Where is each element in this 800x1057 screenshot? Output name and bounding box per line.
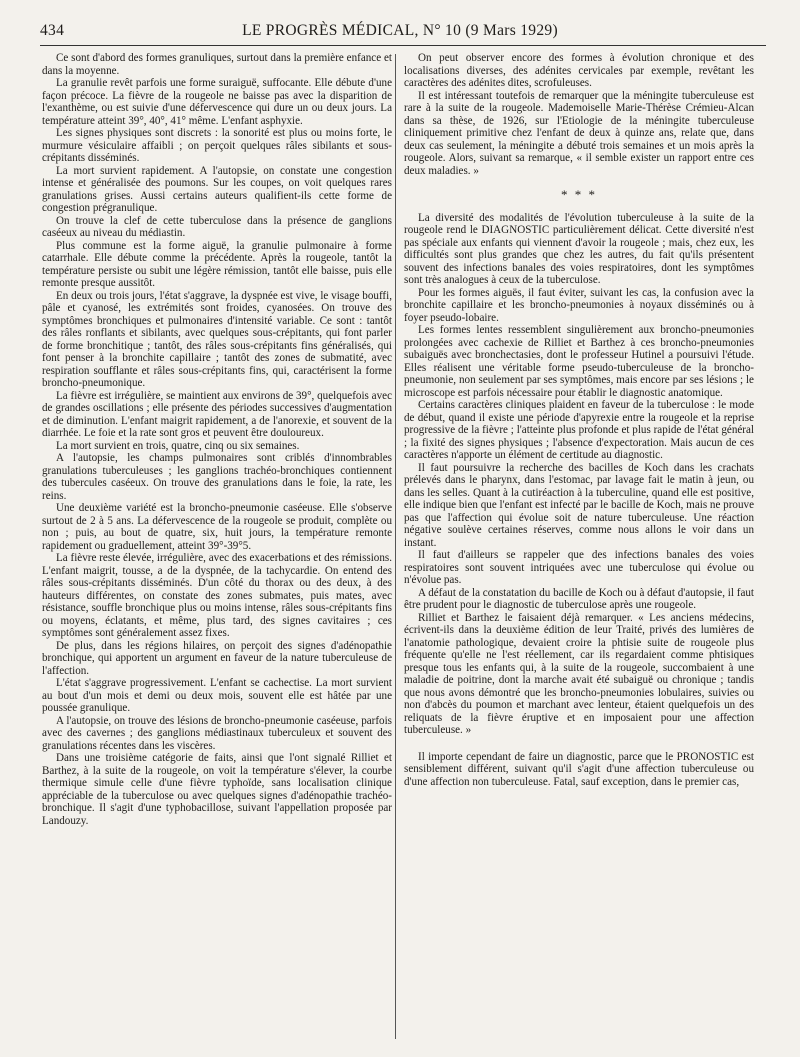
running-title: LE PROGRÈS MÉDICAL, N° 10 (9 Mars 1929): [242, 22, 558, 39]
paragraph: Il importe cependant de faire un diagnostic, parce que le PRONOSTIC est sensiblement différent, suivant qu'il s'agit d'une affection tuberculeuse ou d'une affection non tuberculeuse. Fatal, sauf exception, dans le premier cas,: [404, 750, 754, 788]
paragraph: Plus commune est la forme aiguë, la granulie pulmonaire à forme catarrhale. Elle débute comme la précédente. Après la rougeole, tantôt la température persiste ou subit une légère rémission, tantôt elle baisse, puis elle remonte presque aussitôt.: [42, 239, 392, 289]
paragraph: Certains caractères cliniques plaident en faveur de la tuberculose : le mode de début, quand il existe une période d'apyrexie entre la rougeole et la reprise progressive de la fièvre ; l'atteinte plus profonde et plus rapide de l'état général ; la fixité des signes physiques ; l'absence d'expectoration. Mais aucun de ces caractères n'apporte un élément de certitude au diagnostic.: [404, 399, 754, 461]
paragraph: La fièvre est irrégulière, se maintient aux environs de 39°, quelquefois avec de grandes oscillations ; elle présente des périodes successives d'augmentation et de diminution. L'enfant maigrit rapidement, a de l'anorexie, et souvent de la diarrhée. Le foie et la rate sont gros et peuvent être douloureux.: [42, 389, 392, 439]
paragraph: La granulie revêt parfois une forme suraiguë, suffocante. Elle débute d'une façon précoce. La fièvre de la rougeole ne baisse pas avec la disparition de l'exanthème, ou est suivie d'une défervescence qui dure un ou deux jours. La température atteint 39°, 40°, 41° même. L'enfant asphyxie.: [42, 77, 392, 127]
paragraph: La mort survient en trois, quatre, cinq ou six semaines.: [56, 439, 300, 452]
paragraph: La mort survient rapidement. A l'autopsie, on constate une congestion intense et généralisée des poumons. Sur les coupes, on voit quelques rares granulations grises. Aussi certains auteurs qualifient-ils cette forme de congestion prégranulique.: [42, 164, 392, 214]
section-separator: * * *: [561, 187, 597, 202]
paragraph: Il faut d'ailleurs se rappeler que des infections banales des voies respiratoires sont souvent intriquées avec une tuberculose qui évolue ou n'évolue pas.: [404, 549, 754, 586]
paragraph: L'état s'aggrave progressivement. L'enfant se cachectise. La mort survient au bout d'un mois et demi ou deux mois, souvent elle est hâtée par une poussée granulique.: [42, 677, 392, 714]
paragraph: Une deuxième variété est la broncho-pneumonie caséeuse. Elle s'observe surtout de 2 à 5 ans. La défervescence de la rougeole se produit, complète ou non ; puis, au bout de quatre, six, huit jours, la température remonte rapidement ou graduellement, atteint 39°-39°5.: [42, 502, 392, 552]
paragraph: Il est intéressant toutefois de remarquer que la méningite tuberculeuse est rare à la suite de la rougeole. Mademoiselle Marie-Thérèse Crémieu-Alcan dans sa thèse, de 1926, sur l'Etiologie de la méningite tuberculeuse cliniquement primitive chez l'enfant de deux à quinze ans, relate que, dans deux cas seulement, la méningite a débuté trois semaines et un mois après la rougeole. Alors, suivant sa remarque, « il semble exister un rapport entre ces deux maladies. »: [404, 89, 754, 177]
paragraph: A l'autopsie, on trouve des lésions de broncho-pneumonie caséeuse, parfois avec des cavernes ; des ganglions médiastinaux tuberculeux et souvent des granulations récentes dans les viscères.: [42, 714, 392, 752]
paragraph: En deux ou trois jours, l'état s'aggrave, la dyspnée est vive, le visage bouffi, pâle et cyanosé, les extrémités sont froides, cyanosées. On trouve des symptômes bronchiques et pulmonaires d'intensité variable. Ce sont : tantôt des râles ronflants et sibilants, avec quelques sous-crépitants, qui font parler de forme bronchitique ; tantôt, des râles sous-crépitants fins généralisés, qui font penser à la bronchite capillaire ; tantôt des zones de submatité, avec respiration soufflante et râles sous-crépitants fins, qui, caractérisent la forme broncho-pneumonique.: [42, 289, 392, 389]
page-number: 434: [40, 22, 65, 39]
running-header: [40, 18, 760, 44]
paragraph: Il faut poursuivre la recherche des bacilles de Koch dans les crachats prélevés dans le pharynx, dans l'estomac, par lavage fait le matin à jeun, ou dans les selles. Quant à la cutiréaction à la tuberculine, quand elle est positive, elle indique bien que l'enfant est infecté par le bacille de Koch, mais ne prouve pas que l'affection qui évolue soit de nature tuberculeuse. Une réaction négative soulève certaines réserves, comme nous allons le voir dans un instant.: [404, 461, 754, 549]
paragraph: Dans une troisième catégorie de faits, ainsi que l'ont signalé Rilliet et Barthez, à la suite de la rougeole, on voit la température s'élever, la courbe thermique simule celle d'une fièvre typhoïde, sans localisation clinique appréciable de la tuberculose ou avec quelques signes d'adénopathie trachéo-bronchique. Il s'agit d'une typhobacillose, suivant l'appellation proposée par Landouzy.: [42, 752, 392, 827]
paragraph: Rilliet et Barthez le faisaient déjà remarquer. « Les anciens médecins, écrivent-ils dans la deuxième édition de leur Traité, privés des lumières de l'anatomie pathologique, devaient croire la phtisie suite de rougeole plus fréquente qu'elle ne l'est réellement, car ils regardaient comme phtisiques presque tous les enfants qui, à la suite de la rougeole, succombaient à une maladie de poitrine, dont la marche avait été subaiguë ou chronique ; tandis que nous avons démontré que les broncho-pneumonies lobulaires, suivies ou non d'abcès du poumon et marchant avec lenteur, étaient quelquefois un des reliquats de la fièvre éruptive et en imposaient pour une affection tuberculeuse. »: [404, 611, 754, 736]
paragraph: La fièvre reste élevée, irrégulière, avec des exacerbations et des rémissions. L'enfant maigrit, tousse, a de la dyspnée, de la tachycardie. On entend des râles sous-crépitants disséminés. D'un côté du thorax ou des deux, à des hauteurs différentes, on constate des zones submates, puis mates, avec résistance, souffle bronchique plus ou moins intense, râles sous-crépitants fins ou moyens, éclatants, et même, plus tard, des signes cavitaires ; ces symptômes sont généralement assez fixes.: [42, 552, 392, 639]
paragraph: Les signes physiques sont discrets : la sonorité est plus ou moins forte, le murmure vésiculaire affaibli ; on perçoit quelques râles sibilants et sous-crépitants disséminés.: [42, 127, 392, 164]
paragraph: Les formes lentes ressemblent singulièrement aux broncho-pneumonies prolongées avec cachexie de Rilliet et Barthez à ces broncho-pneumonies subaiguës avec bronchectasies, dont le professeur Hutinel a poursuivi l'étude. Elles réalisent une véritable forme pseudo-tuberculeuse de la broncho-pneumonie, non seulement par ses symptômes, mais encore par ses lésions ; le microscope est parfois nécessaire pour établir le diagnostic anatomique.: [404, 324, 754, 399]
paragraph: De plus, dans les régions hilaires, on perçoit des signes d'adénopathie bronchique, qui apportent un argument en faveur de la nature tuberculeuse de l'affection.: [42, 639, 392, 677]
paragraph: On peut observer encore des formes à évolution chronique et des localisations diverses, des adénites cervicales par exemple, revêtant les caractères des adénites dites, scrofuleuses.: [404, 52, 754, 89]
paragraph: A l'autopsie, les champs pulmonaires sont criblés d'innombrables granulations tuberculeuses ; les ganglions trachéo-bronchiques contiennent des tubercules caséeux. On trouve des granulations dans le foie, la rate, les reins.: [42, 452, 392, 502]
column-divider: [395, 54, 396, 1039]
paragraph: A défaut de la constatation du bacille de Koch ou à défaut d'autopsie, il faut être prudent pour le diagnostic de tuberculose après une rougeole.: [404, 586, 754, 611]
header-rule: [40, 45, 766, 46]
right-column: [404, 52, 754, 788]
paragraph: Pour les formes aiguës, il faut éviter, suivant les cas, la confusion avec la bronchite capillaire et les broncho-pneumonies à noyaux disséminés ou à foyer pseudo-lobaire.: [404, 286, 754, 324]
paragraph: Ce sont d'abord des formes granuliques, surtout dans la première enfance et dans la moyenne.: [42, 52, 392, 77]
paragraph: La diversité des modalités de l'évolution tuberculeuse à la suite de la rougeole rend le DIAGNOSTIC particulièrement délicat. Cette diversité n'est pas spéciale aux enfants qui viennent d'avoir la rougeole ; mais, chez eux, les difficultés sont plus grandes que chez les autres, du fait qu'ils présentent souvent des infections banales des voies respiratoires, dont les symptômes sont très analogues à ceux de la tuberculose.: [404, 211, 754, 286]
left-column: [42, 52, 392, 827]
paragraph: On trouve la clef de cette tuberculose dans la présence de ganglions caséeux au niveau du médiastin.: [42, 214, 392, 239]
spacer: [404, 737, 754, 751]
